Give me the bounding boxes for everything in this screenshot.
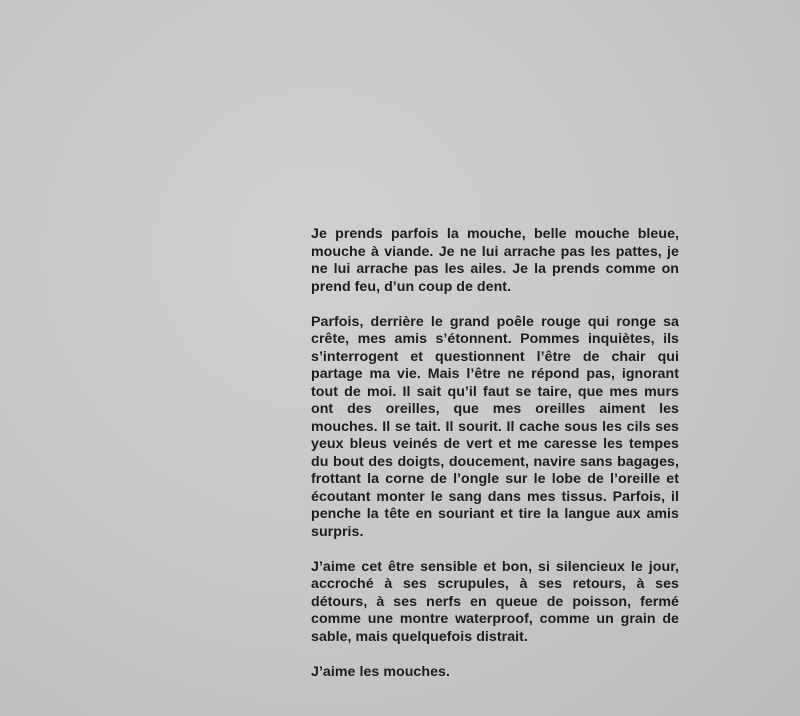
paragraph-4: J’aime les mouches. [311, 663, 450, 680]
paragraph-1: Je prends parfois la mouche, belle mouche bleue, mouche à viande. Je ne lui arrache pas les pattes, je ne lui arrache pas les ailes. Je la prends comme on prend feu, d’un coup de dent. [311, 226, 679, 295]
paragraph-3: J’aime cet être sensible et bon, si silencieux le jour, accroché à ses scrupules, à ses retours, à ses détours, à ses nerfs en queue de poisson, fermé comme une montre waterproof, comme un grain de sable, mais quelquefois distrait. [311, 558, 679, 645]
paragraph-2: Parfois, derrière le grand poêle rouge qui ronge sa crête, mes amis s’étonnent. Pommes inquiètes, ils s’interrogent et questionnent l’être de chair qui partage ma vie. Mais l’être ne répond pas, ignorant tout de moi. Il sait qu’il faut se taire, que mes murs ont des oreilles, que mes oreilles aiment les mouches. Il se tait. Il sourit. Il cache sous les cils ses yeux bleus veinés de vert et me caresse les tempes du bout des doigts, doucement, navire sans bagages, frottant la corne de l’ongle sur le lobe de l’oreille et écoutant monter le sang dans mes tissus. Parfois, il penche la tête en souriant et tire la langue aux amis surpris. [311, 313, 679, 540]
poem-text-block [311, 226, 679, 681]
